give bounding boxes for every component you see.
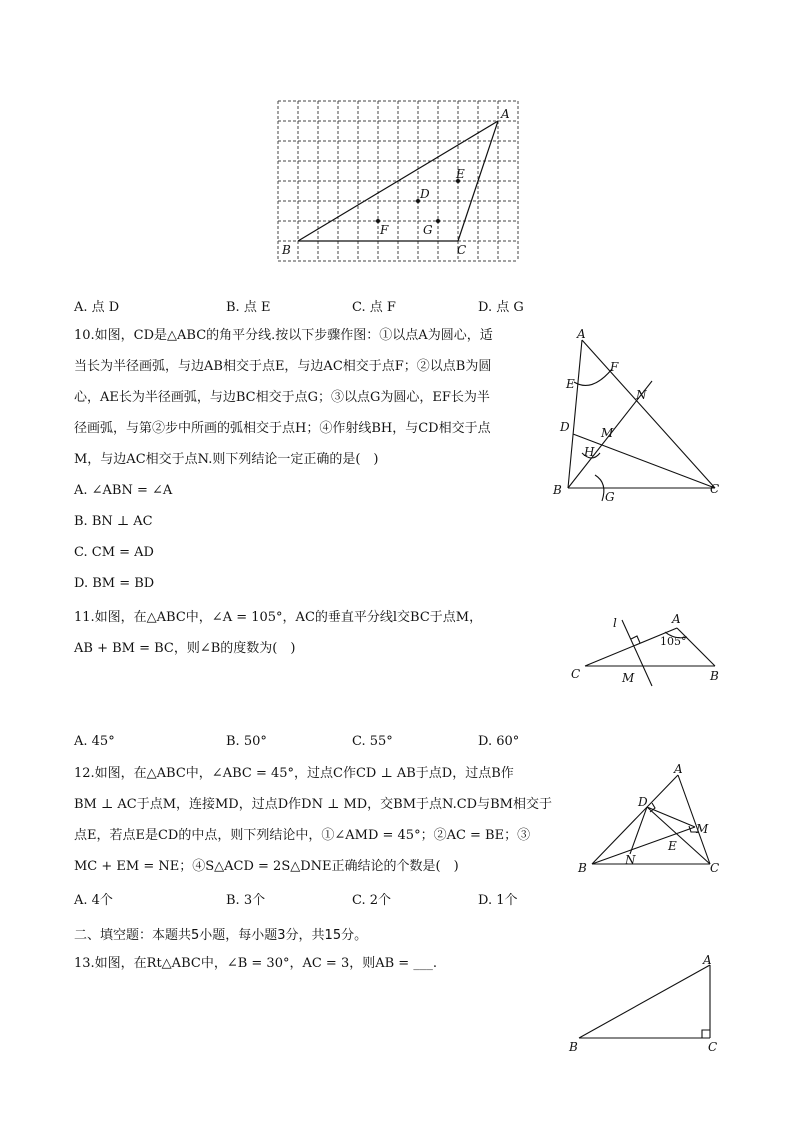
q12-label-B: B <box>578 861 587 875</box>
q11-option-d: D. 60° <box>478 734 520 749</box>
q9-options <box>0 296 794 316</box>
q12-line-3: 点E，若点E是CD的中点，则下列结论中，①∠AMD = 45°；②AC = BE；③ <box>74 828 531 843</box>
q13-label-C: C <box>708 1040 718 1054</box>
q11-label-C: C <box>571 667 581 681</box>
q12-label-D: D <box>638 795 648 809</box>
q10-label-H: H <box>584 445 595 459</box>
q10-label-B: B <box>553 483 562 497</box>
q10-label-A: A <box>577 327 586 341</box>
q9-label-E: E <box>456 167 465 181</box>
q10-option-c: C. CM = AD <box>74 545 154 560</box>
q10-stem <box>74 320 493 599</box>
q10-option-b: B. BN ⊥ AC <box>74 514 153 529</box>
q10-line-3: 心，AE长为半径画弧，与边BC相交于点G；③以点G为圆心，EF长为半 <box>74 390 490 405</box>
q12-label-M: M <box>696 822 709 836</box>
q11-options <box>0 734 794 754</box>
q13-label-B: B <box>569 1040 578 1054</box>
q11-angle-label: 105° <box>660 635 687 648</box>
q11-figure <box>565 610 730 690</box>
q10-line-5: M，与边AC相交于点N.则下列结论一定正确的是( ) <box>74 452 379 467</box>
q12-option-c: C. 2个 <box>352 893 392 908</box>
q9-label-G: G <box>423 223 433 237</box>
q9-option-d: D. 点 G <box>478 300 524 315</box>
q11-line-1: 11.如图，在△ABC中，∠A = 105°，AC的垂直平分线l交BC于点M， <box>74 610 483 625</box>
q12-label-E: E <box>668 839 677 853</box>
q10-label-M: M <box>601 426 614 440</box>
q12-line-4: MC + EM = NE；④S△ACD = 2S△DNE正确结论的个数是( ) <box>74 859 459 874</box>
section-heading: 二、填空题：本题共5小题，每小题3分，共15分。 <box>74 928 368 943</box>
q10-label-E: E <box>566 377 575 391</box>
q12-option-b: B. 3个 <box>226 893 266 908</box>
q9-label-B: B <box>282 243 291 257</box>
q13-figure <box>565 952 735 1057</box>
q11-line-2: AB + BM = BC，则∠B的度数为( ) <box>74 641 296 656</box>
q12-options <box>0 889 794 909</box>
q10-label-G: G <box>605 490 615 504</box>
q10-label-D: D <box>560 420 570 434</box>
q9-grid-figure <box>270 96 520 266</box>
q12-line-1: 12.如图，在△ABC中，∠ABC = 45°，过点C作CD ⊥ AB于点D，过点B作 <box>74 766 514 781</box>
q13-stem: 13.如图，在Rt△ABC中，∠B = 30°，AC = 3，则AB = ___. <box>74 956 437 971</box>
q11-label-B: B <box>710 669 719 683</box>
q12-label-A: A <box>674 762 683 776</box>
q11-label-l: l <box>613 616 617 630</box>
q10-figure <box>540 325 740 505</box>
q11-option-c: C. 55° <box>352 734 393 749</box>
q9-label-A: A <box>501 107 510 121</box>
q9-label-D: D <box>420 187 430 201</box>
q11-stem <box>74 602 482 664</box>
q12-option-a: A. 4个 <box>74 893 113 908</box>
q12-label-N: N <box>625 853 636 867</box>
q9-option-a: A. 点 D <box>74 300 120 315</box>
q9-label-C: C <box>457 243 467 257</box>
q11-option-a: A. 45° <box>74 734 115 749</box>
q10-line-1: 10.如图，CD是△ABC的角平分线.按以下步骤作图：①以点A为圆心，适 <box>74 328 493 343</box>
q12-line-2: BM ⊥ AC于点M，连接MD，过点D作DN ⊥ MD，交BM于点N.CD与BM相交于 <box>74 797 552 812</box>
q9-option-b: B. 点 E <box>226 300 271 315</box>
q9-label-F: F <box>380 223 389 237</box>
q12-option-d: D. 1个 <box>478 893 518 908</box>
q10-line-4: 径画弧，与第②步中所画的弧相交于点H；④作射线BH，与CD相交于点 <box>74 421 491 436</box>
q10-option-a: A. ∠ABN = ∠A <box>74 483 173 498</box>
q12-stem <box>74 758 552 882</box>
q11-label-M: M <box>622 671 635 685</box>
q13-label-A: A <box>703 953 712 967</box>
q10-option-d: D. BM = BD <box>74 576 155 591</box>
q10-label-N: N <box>636 388 647 402</box>
q10-label-C: C <box>710 482 720 496</box>
q11-label-A: A <box>672 612 681 626</box>
q12-label-C: C <box>710 861 720 875</box>
q10-line-2: 当长为半径画弧，与边AB相交于点E，与边AC相交于点F；②以点B为圆 <box>74 359 492 374</box>
q9-option-c: C. 点 F <box>352 300 396 315</box>
q12-figure <box>570 760 735 880</box>
q11-option-b: B. 50° <box>226 734 267 749</box>
q10-label-F: F <box>610 360 619 374</box>
